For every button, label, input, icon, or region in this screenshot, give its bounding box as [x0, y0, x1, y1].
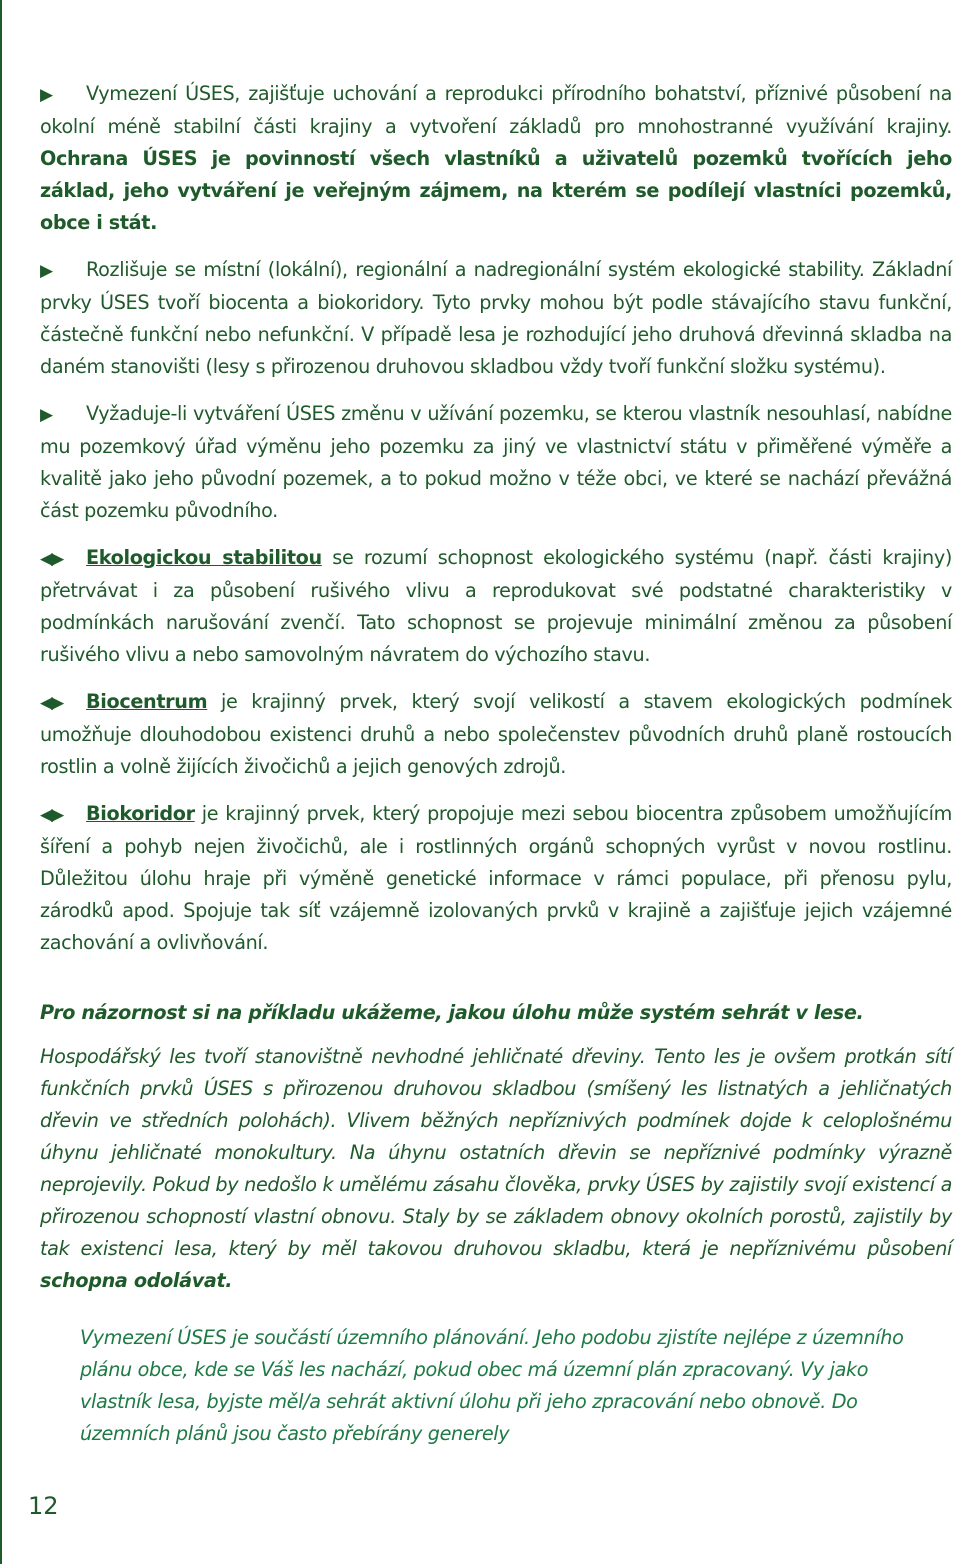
double-triangle-bullet-icon: ◀▶	[40, 693, 63, 713]
definition-ecological-stability	[40, 542, 952, 671]
page-content	[40, 78, 952, 1297]
page-margin-rule	[0, 0, 2, 1564]
definition-term: Biokoridor	[86, 802, 195, 825]
definition-term: Ekologickou stabilitou	[86, 546, 322, 569]
paragraph-text: Rozlišuje se místní (lokální), regionální a nadregionální systém ekologické stability. Základní prvky ÚSES tvoří biocenta a biokoridory. Tyto prvky mohou být podle stávajícího stavu funkční, částečně funkční nebo nefunkční. V případě lesa je rozhodující jeho druhová dřevinná skladba na daném stanovišti (lesy s přirozenou druhovou skladbou vždy tvoří funkční složku systému).	[40, 258, 952, 378]
double-triangle-bullet-icon: ◀▶	[40, 549, 63, 569]
page-number: 12	[28, 1492, 59, 1520]
paragraph-text: Vymezení ÚSES, zajišťuje uchování a reprodukci přírodního bohatství, příznivé působení na okolní méně stabilní části krajiny a vytvoření základů pro mnohostranné využívání krajiny.	[40, 82, 952, 138]
planning-note: Vymezení ÚSES je součástí územního plánování. Jeho podobu zjistíte nejlépe z územního plánu obce, kde se Váš les nachází, pokud obec má územní plán zpracovaný. Vy jako vlastník lesa, byjste měl/a sehrát aktivní úlohu při jeho zpracování nebo obnově. Do územních plánů jsou často přebírány generely	[80, 1326, 904, 1445]
paragraph-text: Vyžaduje-li vytváření ÚSES změnu v užívání pozemku, se kterou vlastník nesouhlasí, nabídne mu pozemkový úřad výměnu jeho pozemku za jiný ve vlastnictví státu v přiměřené výměře a kvalitě jako jeho původní pozemek, a to pokud možno v téže obci, ve které se nachází převážná část pozemku původního.	[40, 402, 952, 522]
definition-text: je krajinný prvek, který propojuje mezi sebou biocentra způsobem umožňujícím šíření a pohyb nejen živočichů, ale i rostlinných orgánů schopných vyrůst v novou rostlinu. Důležitou úlohu hraje při výměně genetické informace v rámci populace, při přenosu pylu, zárodků apod. Spojuje tak síť vzájemně izolovaných prvků v krajině a zajišťuje jejich vzájemné zachování a ovlivňování.	[40, 802, 952, 954]
example-heading: Pro názornost si na příkladu ukážeme, jakou úlohu může systém sehrát v lese.	[40, 1001, 864, 1024]
definition-biocentrum	[40, 686, 952, 783]
definition-term: Biocentrum	[86, 690, 208, 713]
triangle-bullet-icon: ▶	[40, 405, 53, 425]
paragraph-bold-text: Ochrana ÚSES je povinností všech vlastníků a uživatelů pozemků tvořících jeho základ, jeho vytváření je veřejným zájmem, na kterém se podílejí vlastníci pozemků, obce i stát.	[40, 147, 952, 234]
triangle-bullet-icon: ▶	[40, 261, 53, 281]
example-paragraph	[40, 1041, 952, 1297]
definition-text: se rozumí schopnost ekologického systému (např. části krajiny) přetrvávat i za působení rušivého vlivu a reprodukovat své podstatné charakteristiky v podmínkách narušování zvenčí. Tato schopnost se projevuje minimální změnou za působení rušivého vlivu a nebo samovolným návratem do výchozího stavu.	[40, 546, 952, 666]
paragraph-land-exchange	[40, 398, 952, 527]
example-bold-text: schopna odolávat.	[40, 1269, 233, 1292]
triangle-bullet-icon: ▶	[40, 85, 53, 105]
double-triangle-bullet-icon: ◀▶	[40, 805, 63, 825]
example-text: Hospodářský les tvoří stanovištně nevhodné jehličnaté dřeviny. Tento les je ovšem protkán sítí funkčních prvků ÚSES s přirozenou druhovou skladbou (smíšený les listnatých a jehličnatých dřevin ve středních polohách). Vlivem běžných nepříznivých podmínek dojde k celoplošnému úhynu jehličnaté monokultury. Na úhynu ostatních dřevin se nepříznivé podmínky výrazně neprojevily. Pokud by nedošlo k umělému zásahu člověka, prvky ÚSES by zajistily svojí existencí a přirozenou schopností vlastní obnovu. Staly by se základem obnovy okolních porostů, zajistily by tak existenci lesa, který by měl takovou druhovou skladbu, která je nepříznivému působení	[40, 1045, 952, 1260]
paragraph-uses-levels	[40, 254, 952, 383]
definition-biokoridor	[40, 798, 952, 959]
definition-text: je krajinný prvek, který svojí velikostí a stavem ekologických podmínek umožňuje dlouhodobou existenci druhů a nebo společenstev původních druhů planě rostoucích rostlin a volně žijících živočichů a jejich genových zdrojů.	[40, 690, 952, 778]
paragraph-uses-definition	[40, 78, 952, 239]
